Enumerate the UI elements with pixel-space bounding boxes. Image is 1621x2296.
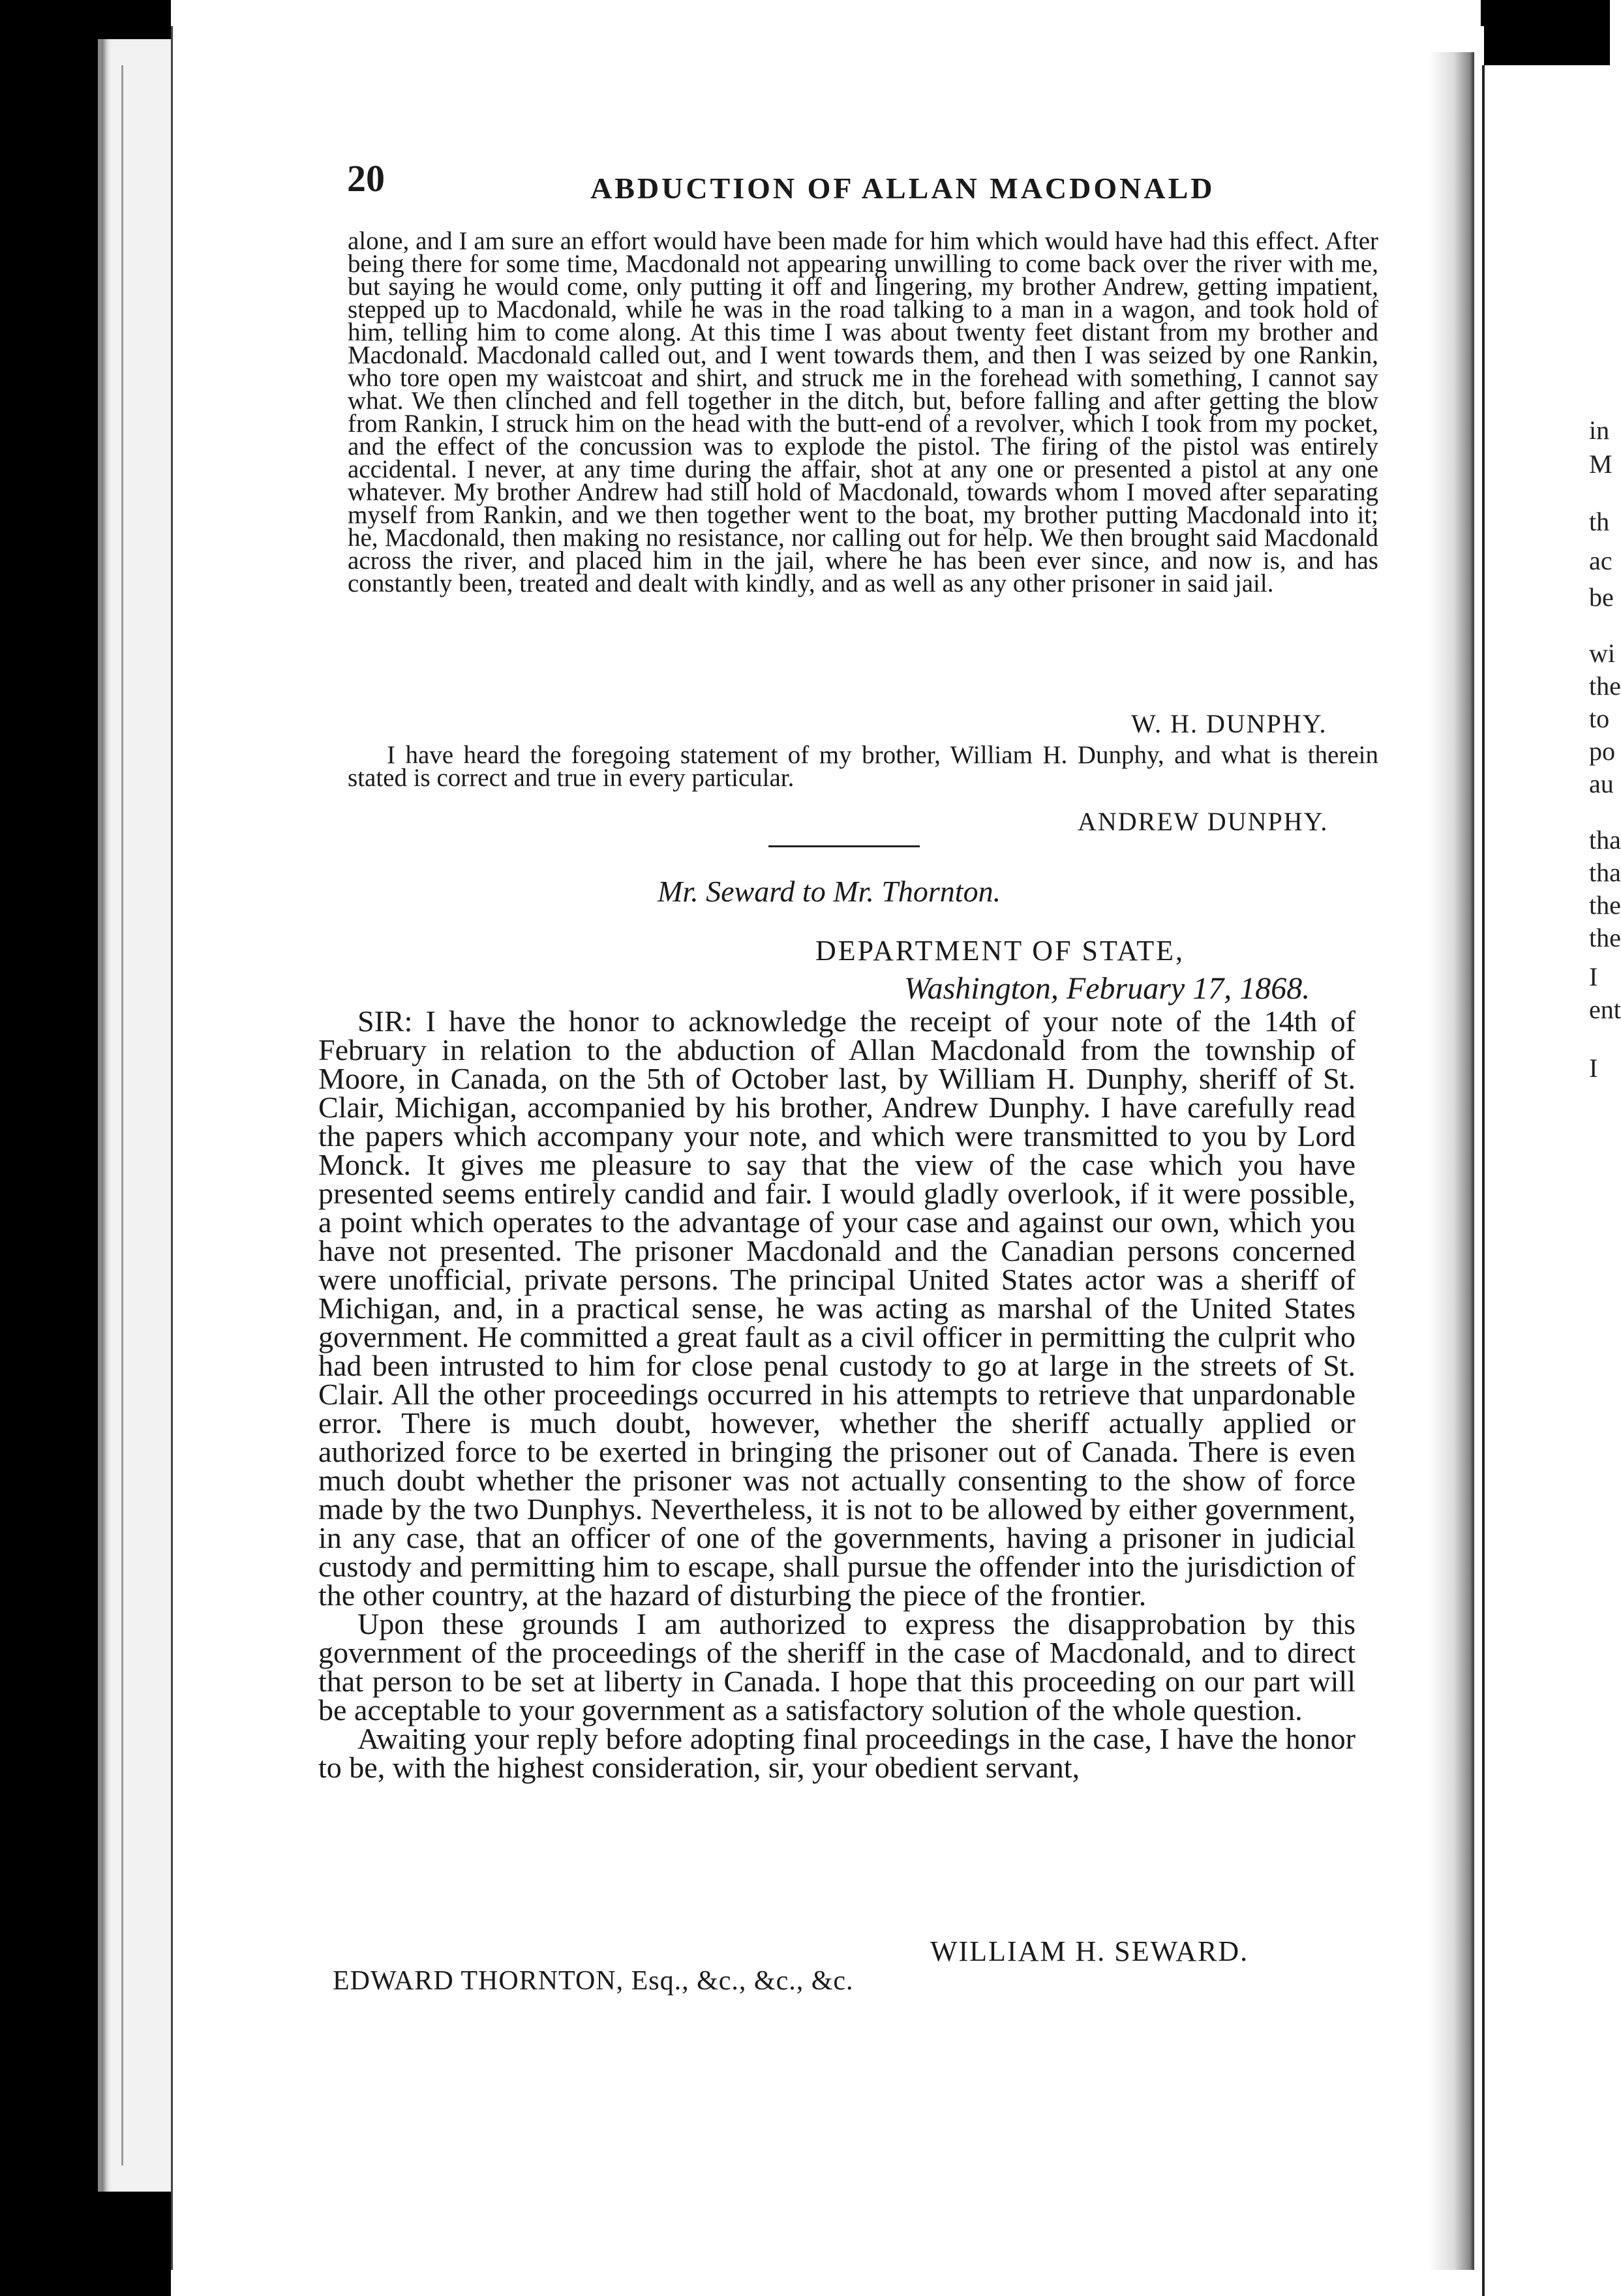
letter-department: DEPARTMENT OF STATE,: [815, 935, 1185, 967]
facing-page-fragment: to: [1589, 704, 1610, 733]
statement-signature: W. H. DUNPHY.: [1131, 709, 1327, 738]
facing-page-fragment: I: [1589, 1053, 1598, 1083]
facing-page-fragment: be: [1589, 582, 1614, 612]
letter-paragraph: SIR: I have the honor to acknowledge the receipt of your note of the 14th of February in relation to the abduction of Allan Macdonald from the township of Moore, in Canada, on the 5th of October last, by William H. Dunphy, sheriff of St. Clair, Michigan, accompanied by his brother, Andrew Dunphy. I have carefully read the papers which accompany your note, and which were transmitted to you by Lord Monck. It gives me pleasure to say that the view of the case which you have presented seems entirely candid and fair. I would gladly overlook, if it were possible, a point which operates to the advantage of your case and against our own, which you have not presented. The prisoner Macdonald and the Canadian persons concerned were unofficial, private persons. The principal United States actor was a sheriff of Michigan, and, in a practical sense, he was acting as marshal of the United States government. He committed a great fault as a civil officer in permitting the culprit who had been intrusted to him for close penal custody to go at large in the streets of St. Clair. All the other proceedings occurred in his attempts to retrieve that unpardonable error. There is much doubt, however, whether the sheriff actually applied or authorized force to be exerted in bringing the prisoner out of Canada. There is even much doubt whether the prisoner was not actually consenting to the show of force made by the two Dunphys. Nevertheless, it is not to be allowed by either government, in any case, that an officer of one of the governments, having a prisoner in judicial custody and permitting him to escape, shall pursue the offender into the jurisdiction of the other country, at the hazard of disturbing the piece of the frontier.: [318, 1004, 1356, 1612]
facing-page-fragment: th: [1589, 507, 1610, 536]
facing-page-fragment: tha: [1589, 825, 1621, 854]
facing-page-fragment: ent: [1589, 995, 1621, 1024]
letter-paragraph: Awaiting your reply before adopting final proceedings in the case, I have the honor to be, with the highest consideration, sir, your obedient servant,: [318, 1722, 1356, 1784]
attestation: [348, 741, 1378, 792]
facing-page-fragment: M: [1589, 449, 1613, 479]
letter-body: [318, 1004, 1356, 1784]
facing-page-fragment: the: [1589, 671, 1621, 701]
letter-addressee: EDWARD THORNTON, Esq., &c., &c., &c.: [333, 1966, 854, 1996]
letter-heading: Mr. Seward to Mr. Thornton.: [658, 875, 1001, 908]
statement-paragraph: alone, and I am sure an effort would have been made for him which would have had this effect. After being there for some time, Macdonald not appearing unwilling to come back over the river with me, but saying he would come, only putting it off and lingering, my brother Andrew, getting impatient, stepped up to Macdonald, while he was in the road talking to a man in a wagon, and took hold of him, telling him to come along. At this time I was about twenty feet distant from my brother and Macdonald. Macdonald called out, and I went towards them, and then I was seized by one Rankin, who tore open my waistcoat and shirt, and struck me in the forehead with something, I cannot say what. We then clinched and fell together in the ditch, but, before falling and after getting the blow from Rankin, I struck him on the head with the butt-end of a revolver, which I took from my pocket, and the effect of the concussion was to explode the pistol. The firing of the pistol was entirely accidental. I never, at any time during the affair, shot at any one or presented a pistol at any one whatever. My brother Andrew had still hold of Macdonald, towards whom I moved after separating myself from Rankin, and we then together went to the boat, my brother putting Macdonald into it; he, Macdonald, then making no resistance, nor calling out for help. We then brought said Macdonald across the river, and placed him in the jail, where he has been ever since, and now is, and has constantly been, treated and dealt with kindly, and as well as any other prisoner in said jail.: [348, 227, 1378, 597]
facing-page-fragment: po: [1589, 736, 1615, 766]
facing-page: [1482, 65, 1621, 2296]
facing-page-fragment: ac: [1589, 546, 1613, 575]
facing-page-fragment: the: [1589, 923, 1621, 952]
page-gutter-shadow: [1429, 52, 1474, 2270]
attestation-signature: ANDREW DUNPHY.: [1078, 807, 1329, 836]
facing-page-fragment: tha: [1589, 858, 1621, 887]
letter-signature: WILLIAM H. SEWARD.: [930, 1935, 1249, 1967]
facing-page-fragment: the: [1589, 890, 1621, 920]
letter-dateline: Washington, February 17, 1868.: [904, 971, 1310, 1006]
dunphy-statement: [348, 227, 1378, 597]
facing-page-fragment: au: [1589, 769, 1614, 798]
running-head: ABDUCTION OF ALLAN MACDONALD: [590, 172, 1215, 205]
section-divider: [768, 845, 920, 847]
letter-paragraph: Upon these grounds I am authorized to express the disapprobation by this government of the proceedings of the sheriff in the case of Macdonald, and to direct that person to be set at liberty in Canada. I hope that this proceeding on our part will be acceptable to your government as a satisfactory solution of the whole question.: [318, 1607, 1356, 1727]
facing-page-fragment: I: [1589, 962, 1598, 991]
page-number: 20: [347, 157, 385, 200]
facing-page-fragment: in: [1589, 415, 1610, 445]
facing-page-fragment: wi: [1589, 639, 1615, 668]
attestation-paragraph: I have heard the foregoing statement of my brother, William H. Dunphy, and what is therein stated is correct and true in every particular.: [348, 741, 1378, 792]
